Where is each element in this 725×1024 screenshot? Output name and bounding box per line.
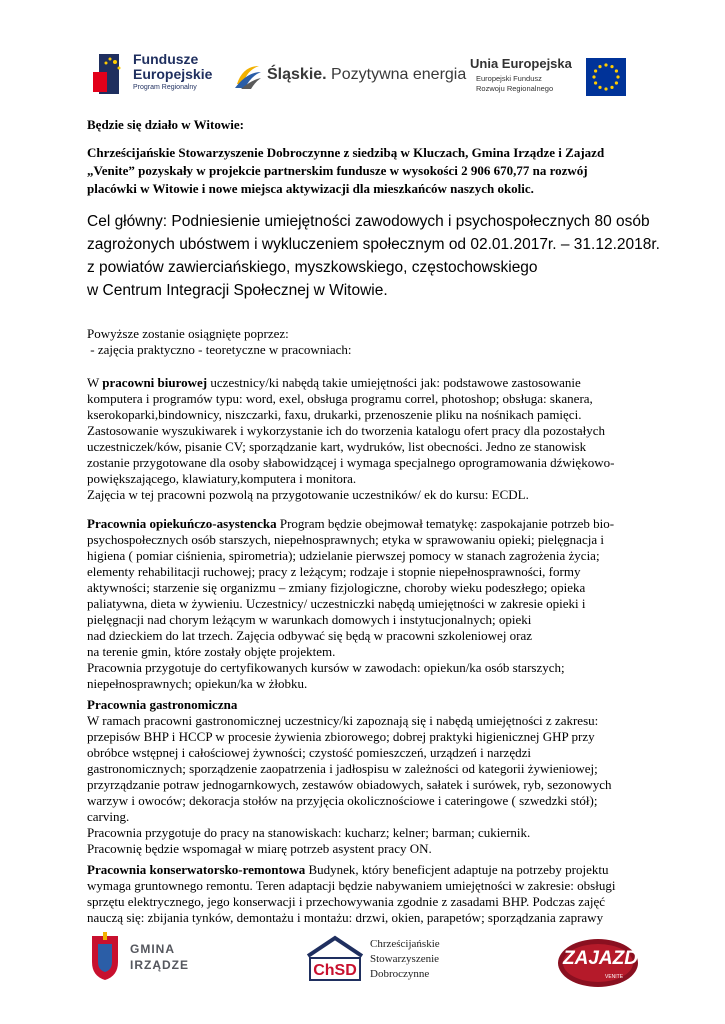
care-line: Pracownia przygotuje do certyfikowanych kursów w zawodach: opiekun/ka osób starszych; [87,660,565,675]
logo-zajazd-venite [557,938,639,990]
gastro-line: obróbce wstępnej i całościowej żywności; czystość pomieszczeń, urządzeń i narzędzi [87,745,531,760]
logo-fundusze-europejskie [93,50,213,102]
care-section [87,516,638,692]
chsd-line3: Dobroczynne [370,968,430,980]
gmina-line2: IRZĄDZE [130,958,189,972]
fe-line2: Europejskie [133,66,213,82]
gastro-line: W ramach pracowni gastronomicznej uczestnicy/ki zapoznają się i nabędą umiejętności z zakresu: [87,713,599,728]
gastro-line: przepisów BHP i HCCP w procesie żywienia zbiorowego; dobrej praktyki higienicznej GHP przy [87,729,595,744]
gastro-line: przyrządzanie potraw jednogarnkowych, zestawów obiadowych, sałatek i surówek, ryb, sezonowych [87,777,612,792]
section-lead: Pracownia konserwatorsko-remontowa [87,862,306,877]
intro-paragraph [87,144,638,198]
slaskie-rest: Pozytywna energia [326,66,467,83]
logo-gmina-irzadze [90,932,190,984]
office-line: zostanie przygotowane dla osoby słabowidzącej i wymaga specjalnego oprogramowania dźwiękowo- [87,455,615,470]
office-line: komputera i programów typu: word, exel, obsługa programu correl, photoshop; obsługa: skanera, [87,391,593,406]
gastro-line: warzyw i owoców; dekoracja stołów na przyjęcia okolicznościowe i cateringowe ( szwedzki stół); [87,793,598,808]
care-line: na terenie gmin, które zostały objęte projektem. [87,644,336,659]
care-line: Pracownia opiekuńczo-asystencka Program będzie obejmował tematykę: zaspokajanie potrzeb bio- [87,516,615,531]
logo-unia-europejska [470,54,630,100]
goal-line: Cel główny: Podniesienie umiejętności zawodowych i psychospołecznych 80 osób [87,213,650,230]
care-line: psychospołecznych osób starszych, niepełnosprawnych; etyka w sprawowaniu opieki; pielęgnacja i [87,532,604,547]
section-lead: pracowni biurowej [102,375,208,390]
renovation-line: Pracownia konserwatorsko-remontowa Budynek, który beneficjent adaptuje na potrzeby projektu [87,862,609,877]
main-goal [87,210,660,302]
goal-line: zagrożonych ubóstwem i wykluczeniem społecznym od 02.01.2017r. – 31.12.2018r. [87,236,660,253]
intro-line: placówki w Witowie i nowe miejsca aktywizacji dla mieszkańców naszych okolic. [87,181,534,196]
office-line: Zastosowanie wyszukiwarek i wykorzystanie ich do tworzenia katalogu ofert pracy dla pozostałych [87,423,606,438]
slaskie-text [267,66,466,84]
zajazd-sub: VENITE [605,974,624,980]
gmina-crest-icon [90,932,120,982]
care-line: nad dzieckiem do lat trzech. Zajęcia odbywać się będą w pracowni szkoleniowej oraz [87,628,533,643]
gastro-line: Pracownia przygotuje do pracy na stanowiskach: kucharz; kelner; barman; cukiernik. [87,825,531,840]
office-line: Zajęcia w tej pracowni pozwolą na przygotowanie uczestników/ ek do kursu: ECDL. [87,487,529,502]
renovation-line: nauczą się: zbijania tynków, demontażu i montażu: drzwi, okien, parapetów; sporządzania zaprawy [87,910,604,925]
eu-flag-icon [586,58,626,96]
ue-line3: Rozwoju Regionalnego [476,84,554,93]
gastro-line: carving. [87,809,130,824]
section-lead: Pracownia opiekuńczo-asystencka [87,516,277,531]
care-line: pielęgnacji nad chorym leżącym w warunkach domowych i instytucjonalnych; opieki [87,612,532,627]
achieved-section [87,326,638,358]
slaskie-bold: Śląskie. [267,66,327,83]
ue-line2: Europejski Fundusz [476,74,542,83]
office-line: kserokoparki,bindownicy, niszczarki, faxu, drukarki, przenoszenie pliku na nośnikach pamięci. [87,407,582,422]
chsd-line1: Chrześcijańskie [370,938,440,950]
renovation-line: sprzętu elektrycznego, jego konserwacji i przechowywania zgodnie z zasadami BHP. Podczas zajęć [87,894,605,909]
care-line: niepełnosprawnych; opiekun/ka w żłobku. [87,676,308,691]
renovation-section [87,862,638,926]
logo-slaskie [233,62,467,90]
goal-line: w Centrum Integracji Społecznej w Witowie. [87,282,388,299]
zajazd-text: ZAJAZD [563,948,638,969]
care-line: paliatywna, dieta w żywieniu. Uczestnicy/ uczestniczki nabędą umiejętności w zakresie opieki i [87,596,586,611]
fe-line3: Program Regionalny [133,84,197,91]
achieved-line: Powyższe zostanie osiągnięte poprzez: [87,326,289,341]
chsd-line2: Stowarzyszenie [370,953,440,965]
chsd-abbr: ChSD [313,962,357,979]
chsd-house-icon [304,934,366,982]
office-line: W pracowni biurowej uczestnicy/ki nabędą takie umiejętności jak: podstawowe zastosowanie [87,375,581,390]
office-section [87,375,638,503]
gastro-title: Pracownia gastronomiczna [87,697,238,712]
gastro-line: Pracownię będzie wspomagał w miarę potrzeb asystent pracy ON. [87,841,432,856]
intro-line: Chrześcijańskie Stowarzyszenie Dobroczynne z siedzibą w Kluczach, Gmina Irządze i Zajazd [87,145,605,160]
care-line: elementy rehabilitacji ruchowej; pracy z leżącym; rodzaje i stopnie niepełnosprawności, formy [87,564,581,579]
logo-chsd [304,934,464,984]
gastro-line: gastronomicznych; sporządzenie zaopatrzenia i jadłospisu w zależności od kategorii żywieniowej; [87,761,598,776]
ue-line1: Unia Europejska [470,56,572,71]
goal-line: z powiatów zawierciańskiego, myszkowskiego, częstochowskiego [87,259,538,276]
fundusze-europejskie-icon [93,50,127,98]
care-line: higiena ( pomiar ciśnienia, spirometria); udzielanie pierwszej pomocy w stanach zagrożenia życia; [87,548,600,563]
page-heading: Będzie się działo w Witowie: [87,117,244,132]
gmina-line1: GMINA [130,942,175,956]
office-line: powiększającego, klawiatury,komputera i monitora. [87,471,357,486]
fe-line1: Fundusze [133,51,199,67]
office-line: uczestniczek/ków, pisanie CV; sporządzanie kart, wydruków, list obecności. Jedno ze stanowisk [87,439,587,454]
slaskie-swoosh-icon [233,62,263,90]
achieved-line: - zajęcia praktyczno - teoretyczne w pracowniach: [87,342,352,357]
intro-line: „Venite” pozyskały w projekcie partnerskim fundusze w wysokości 2 906 670,77 na rozwój [87,163,588,178]
care-line: aktywności; starzenie się organizmu – zmiany fizjologiczne, choroby wieku podeszłego; opieka [87,580,586,595]
renovation-line: wymaga gruntownego remontu. Teren adaptacji będzie nabywaniem umiejętności w zakresie: obsługi [87,878,616,893]
gastro-section [87,697,638,857]
